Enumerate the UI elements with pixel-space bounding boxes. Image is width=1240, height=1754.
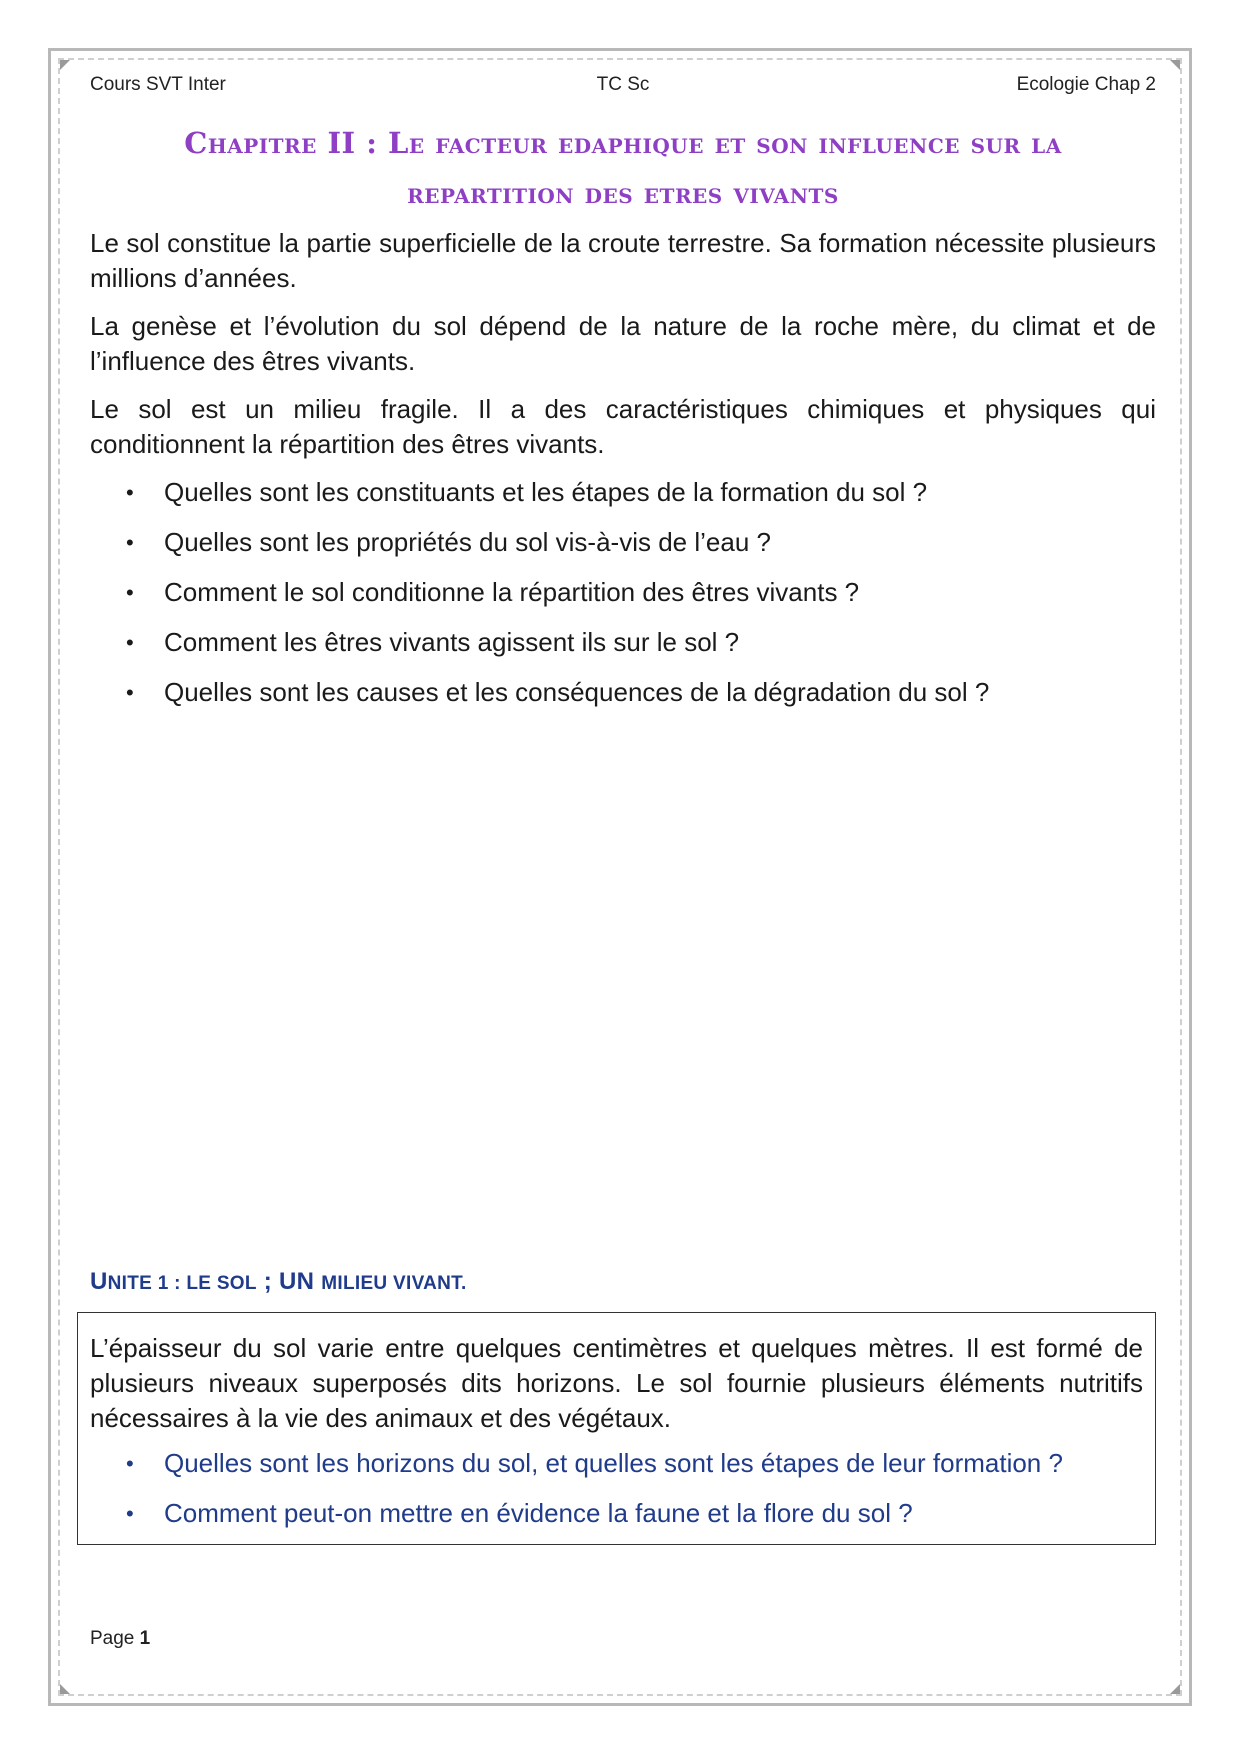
list-item (90, 1446, 1143, 1496)
intro-paragraph: Le sol est un milieu fragile. Il a des caractéristiques chimiques et physiques qui conditionnent la répartition des êtres vivants. (90, 394, 1156, 459)
corner-ornament-top-left (60, 60, 70, 70)
unit-title-text: E SOL (198, 1273, 257, 1294)
chapter-title (90, 118, 1156, 218)
question-text: Quelles sont les propriétés du sol vis-à-vis de l’eau ? (164, 527, 771, 557)
chapter-title-line-1: Chapitre II : Le facteur edaphique et son influence sur la (184, 126, 1062, 160)
header-chapter: Ecologie Chap 2 (1016, 74, 1156, 95)
page-label: Page (90, 1628, 135, 1649)
unit-title-text: MILIEU VIVANT. (321, 1273, 467, 1294)
bullet-icon: • (126, 530, 134, 555)
intro-question-list (90, 475, 1156, 725)
bullet-icon: • (126, 1451, 134, 1476)
unit-question-list (90, 1446, 1143, 1546)
list-item (90, 525, 1156, 575)
question-text: Comment les êtres vivants agissent ils sur le sol ? (164, 627, 740, 657)
question-text: Quelles sont les constituants et les étapes de la formation du sol ? (164, 477, 928, 507)
list-item (90, 675, 1156, 725)
bullet-icon: • (126, 480, 134, 505)
bullet-icon: • (126, 630, 134, 655)
list-item (90, 575, 1156, 625)
intro-section (90, 226, 1156, 725)
unit-intro-box (77, 1312, 1156, 1545)
corner-ornament-bottom-left (60, 1684, 70, 1694)
corner-ornament-top-right (1170, 60, 1180, 70)
page-number: 1 (139, 1628, 151, 1649)
list-item (90, 1496, 1143, 1546)
bullet-icon: • (126, 1501, 134, 1526)
unit-title-text: NITE 1 : L (107, 1273, 199, 1294)
unit-title-text: ; UN (256, 1268, 322, 1295)
question-text: Comment le sol conditionne la répartition des êtres vivants ? (164, 577, 860, 607)
list-item (90, 625, 1156, 675)
chapter-title-line-2: repartition des etres vivants (407, 176, 839, 210)
unit-paragraph: L’épaisseur du sol varie entre quelques centimètres et quelques mètres. Il est formé de plusieurs niveaux superposés dits horizons. Le sol fournie plusieurs éléments nutritifs nécessaires à la vie des animaux et des végétaux. (90, 1333, 1143, 1433)
intro-paragraph: Le sol constitue la partie superficielle de la croute terrestre. Sa formation nécessite plusieurs millions d’années. (90, 228, 1156, 293)
question-text: Quelles sont les causes et les conséquences de la dégradation du sol ? (164, 677, 990, 707)
header-class: TC Sc (596, 74, 650, 95)
list-item (90, 475, 1156, 525)
unit-title-text: U (90, 1268, 108, 1295)
question-text: Comment peut-on mettre en évidence la faune et la flore du sol ? (164, 1498, 913, 1528)
header-course: Cours SVT Inter (90, 74, 226, 95)
intro-paragraph: La genèse et l’évolution du sol dépend de la nature de la roche mère, du climat et de l’influence des êtres vivants. (90, 311, 1156, 376)
question-text: Quelles sont les horizons du sol, et quelles sont les étapes de leur formation ? (164, 1448, 1063, 1478)
bullet-icon: • (126, 680, 134, 705)
unit-title (90, 1268, 467, 1296)
bullet-icon: • (126, 580, 134, 605)
corner-ornament-bottom-right (1170, 1684, 1180, 1694)
page-footer (90, 1628, 150, 1650)
page-header (90, 74, 1156, 102)
